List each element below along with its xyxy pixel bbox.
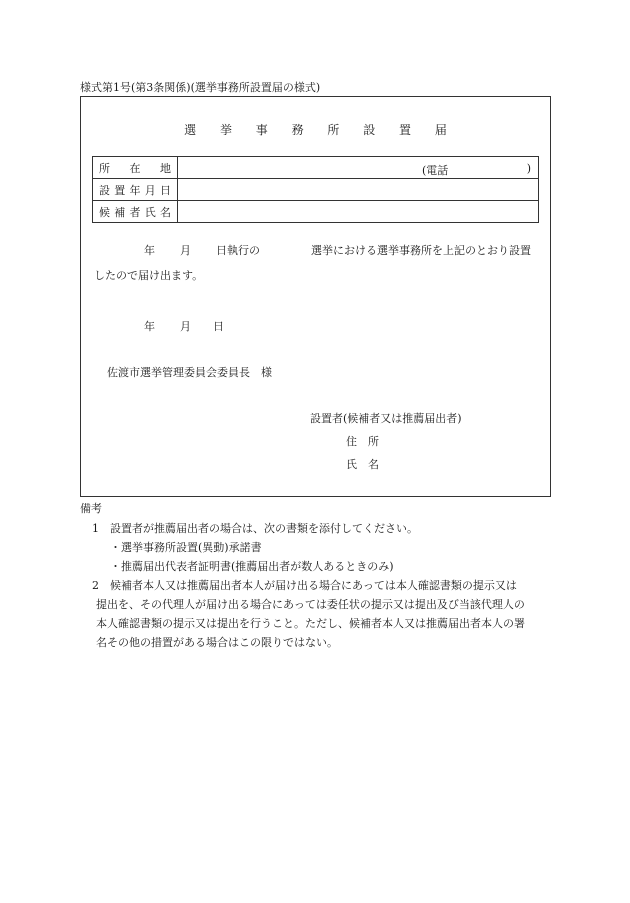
notice-day-exec: 日執行の <box>216 244 260 257</box>
table-row-address <box>93 157 539 179</box>
remark-1-text: 設置者が推薦届出者の場合は、次の書類を添付してください。 <box>110 522 418 535</box>
remark-2-line-4: 名その他の措置がある場合はこの限りではない。 <box>96 636 338 649</box>
submitter-address-label: 住 所 <box>346 435 379 448</box>
table-row-candidate-name <box>93 201 539 223</box>
form-caption: 様式第1号(第3条関係)(選挙事務所設置届の様式) <box>80 81 321 94</box>
remarks-title: 備考 <box>80 502 102 515</box>
label-char: 氏 <box>144 205 156 219</box>
label-char: 補 <box>114 205 126 219</box>
address-field[interactable] <box>178 157 539 179</box>
info-table <box>92 156 539 223</box>
remark-1-sub-2: ・推薦届出代表者証明書(推薦届出者が数人あるときのみ) <box>110 560 394 573</box>
label-char: 所 <box>99 161 110 175</box>
label-char: 置 <box>114 183 126 197</box>
setup-date-label <box>93 179 178 201</box>
phone-close-paren: ) <box>526 162 531 175</box>
remark-1-sub-1: ・選挙事務所設置(異動)承諾書 <box>110 541 262 554</box>
submitter-label: 設置者(候補者又は推薦届出者) <box>310 412 462 425</box>
notice-line2: したので届け出ます。 <box>94 269 204 282</box>
remark-2-line-1: 候補者本人又は推薦届出者本人が届け出る場合にあっては本人確認書類の提示又は <box>110 579 517 592</box>
notice-year: 年 <box>144 244 155 257</box>
candidate-name-label <box>93 201 178 223</box>
date-year: 年 <box>144 320 155 333</box>
label-char: 月 <box>144 183 156 197</box>
label-char: 者 <box>129 205 141 219</box>
label-char: 地 <box>160 161 171 175</box>
label-char: 年 <box>129 183 141 197</box>
remark-2-number: 2 <box>92 579 99 592</box>
table-row-setup-date <box>93 179 539 201</box>
addressee: 佐渡市選挙管理委員会委員長 様 <box>107 366 272 379</box>
candidate-name-field[interactable] <box>178 201 539 223</box>
submitter-name-label: 氏 名 <box>346 458 379 471</box>
label-char: 名 <box>160 205 171 219</box>
date-day: 日 <box>213 320 224 333</box>
document-title: 選 挙 事 務 所 設 置 届 <box>184 123 457 137</box>
date-month: 月 <box>180 320 191 333</box>
label-char: 在 <box>129 161 141 175</box>
notice-month: 月 <box>180 244 191 257</box>
label-char: 日 <box>160 183 171 197</box>
address-label <box>93 157 178 179</box>
remark-2-line-3: 本人確認書類の提示又は提出を行うこと。ただし、候補者本人又は推薦届出者本人の署 <box>96 617 525 630</box>
notice-election-text: 選挙における選挙事務所を上記のとおり設置 <box>311 244 531 257</box>
label-char: 設 <box>99 183 110 197</box>
label-char: 候 <box>99 205 110 219</box>
remark-2-line-2: 提出を、その代理人が届け出る場合にあっては委任状の提示又は提出及び当該代理人の <box>96 598 525 611</box>
remark-1-number: 1 <box>92 522 99 535</box>
setup-date-field[interactable] <box>178 179 539 201</box>
phone-open-label: (電話 <box>422 164 449 177</box>
